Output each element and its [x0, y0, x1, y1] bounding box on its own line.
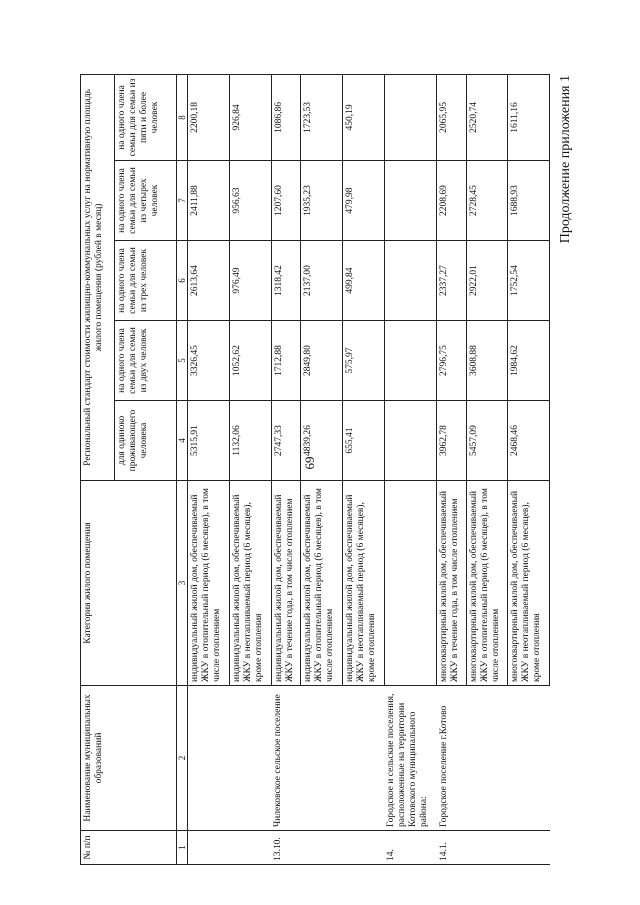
header-col8: на одного члена семьи для семьи из пяти и более человек [115, 74, 177, 160]
standard-value [384, 161, 437, 241]
standard-value: 926,84 [229, 74, 271, 160]
standard-value: 1086,86 [271, 74, 301, 160]
standard-value: 1688,93 [508, 161, 550, 241]
standard-value: 976,49 [229, 241, 271, 321]
municipality-name: Городское и сельские поселения, расположенные на территории Котовского муниципального района: [384, 686, 437, 831]
standard-value: 2411,88 [188, 161, 230, 241]
header-group: Региональный стандарт стоимости жилищно-коммунальных услуг на нормативную площадь жилого помещения (рублей в месяц) [81, 74, 115, 480]
rotated-page [20, 45, 620, 885]
standard-value [384, 321, 437, 401]
table-row [437, 74, 467, 864]
standard-value: 2520,74 [466, 74, 508, 160]
row-number [342, 831, 384, 865]
standard-value: 2747,33 [271, 401, 301, 481]
col-index: 7 [177, 161, 188, 241]
standard-value: 4839,26 [301, 401, 343, 481]
col-index: 2 [177, 686, 188, 831]
table-row [508, 74, 550, 864]
col-index: 8 [177, 74, 188, 160]
dwelling-category [384, 481, 437, 686]
municipality-name: Чилековское сельское поселение [271, 686, 301, 831]
col-index: 5 [177, 321, 188, 401]
standard-value: 1318,42 [271, 241, 301, 321]
header-category: Категория жилого помещения [81, 481, 177, 686]
dwelling-category: индивидуальный жилой дом, обеспечиваемый ЖКУ в отопительный период (6 месяцев), в том числе отоплением [188, 481, 230, 686]
row-number: 14. [384, 831, 437, 865]
col-index: 3 [177, 481, 188, 686]
dwelling-category: многоквартирный жилой дом, обеспечиваемый ЖКУ в отопительный период (6 месяцев), в том числе отоплением [466, 481, 508, 686]
standard-value: 2137,00 [301, 241, 343, 321]
standard-value: 1712,88 [271, 321, 301, 401]
standard-value: 2613,64 [188, 241, 230, 321]
header-col7: на одного члена семьи для семьи из четырех человек [115, 161, 177, 241]
standard-value: 2337,27 [437, 241, 467, 321]
dwelling-category: многоквартирный жилой дом, обеспечиваемый ЖКУ в течение года, в том числе отоплением [437, 481, 467, 686]
standard-value: 3608,88 [466, 321, 508, 401]
standard-value: 2796,75 [437, 321, 467, 401]
header-num: № п/п [81, 831, 177, 865]
dwelling-category: индивидуальный жилой дом, обеспечиваемый ЖКУ в неотапливаемый период (6 месяцев), кроме отопления [229, 481, 271, 686]
standard-value: 2468,46 [508, 401, 550, 481]
standard-value [384, 401, 437, 481]
standard-value: 3962,78 [437, 401, 467, 481]
dwelling-category: многоквартирный жилой дом, обеспечиваемый ЖКУ в неотапливаемый период (6 месяцев), кроме отопления [508, 481, 550, 686]
standard-value: 450,19 [342, 74, 384, 160]
standard-value: 1132,06 [229, 401, 271, 481]
table-row [188, 74, 230, 864]
row-number [301, 831, 343, 865]
standard-value: 5315,91 [188, 401, 230, 481]
standard-value [384, 74, 437, 160]
row-number [188, 831, 230, 865]
continuation-title: Продолжение приложения 1 [558, 75, 573, 244]
standard-value: 2200,18 [188, 74, 230, 160]
standard-value: 499,84 [342, 241, 384, 321]
page-number: 69 [302, 456, 317, 470]
standard-value: 1611,16 [508, 74, 550, 160]
tariff-table [80, 74, 550, 865]
col-index: 4 [177, 401, 188, 481]
table-row [229, 74, 271, 864]
row-number [508, 831, 550, 865]
standard-value: 1723,53 [301, 74, 343, 160]
standard-value: 655,41 [342, 401, 384, 481]
standard-value: 2849,80 [301, 321, 343, 401]
standard-value: 2922,01 [466, 241, 508, 321]
dwelling-category: индивидуальный жилой дом, обеспечиваемый ЖКУ в течение года, в том числе отоплением [271, 481, 301, 686]
standard-value: 3326,45 [188, 321, 230, 401]
municipality-name [301, 686, 343, 831]
standard-value: 479,98 [342, 161, 384, 241]
header-col4: для одиноко проживающего человека [115, 401, 177, 481]
table-row [466, 74, 508, 864]
standard-value: 1752,54 [508, 241, 550, 321]
municipality-name [342, 686, 384, 831]
table-row [271, 74, 301, 864]
municipality-name: Городское поселение г.Котово [437, 686, 467, 831]
standard-value: 5457,09 [466, 401, 508, 481]
municipality-name [508, 686, 550, 831]
standard-value: 1984,62 [508, 321, 550, 401]
row-number: 13.10. [271, 831, 301, 865]
standard-value: 2208,69 [437, 161, 467, 241]
row-number [229, 831, 271, 865]
table-row [301, 74, 343, 864]
standard-value: 1207,60 [271, 161, 301, 241]
municipality-name [466, 686, 508, 831]
header-col5: на одного члена семьи для семьи из двух человек [115, 321, 177, 401]
header-col6: на одного члена семьи для семьи из трех человек [115, 241, 177, 321]
standard-value: 1935,23 [301, 161, 343, 241]
table-row [384, 74, 437, 864]
row-number: 14.1. [437, 831, 467, 865]
dwelling-category: индивидуальный жилой дом, обеспечиваемый ЖКУ в отопительный период (6 месяцев), в том числе отоплением [301, 481, 343, 686]
row-number [466, 831, 508, 865]
standard-value: 1052,62 [229, 321, 271, 401]
table-row [342, 74, 384, 864]
col-index: 6 [177, 241, 188, 321]
standard-value: 956,63 [229, 161, 271, 241]
col-index: 1 [177, 831, 188, 865]
standard-value: 575,97 [342, 321, 384, 401]
standard-value: 2728,45 [466, 161, 508, 241]
dwelling-category: индивидуальный жилой дом, обеспечиваемый ЖКУ в неотапливаемый период (6 месяцев), кроме отопления [342, 481, 384, 686]
standard-value: 2065,95 [437, 74, 467, 160]
municipality-name [188, 686, 230, 831]
standard-value [384, 241, 437, 321]
header-name: Наименование муниципальных образований [81, 686, 177, 831]
municipality-name [229, 686, 271, 831]
